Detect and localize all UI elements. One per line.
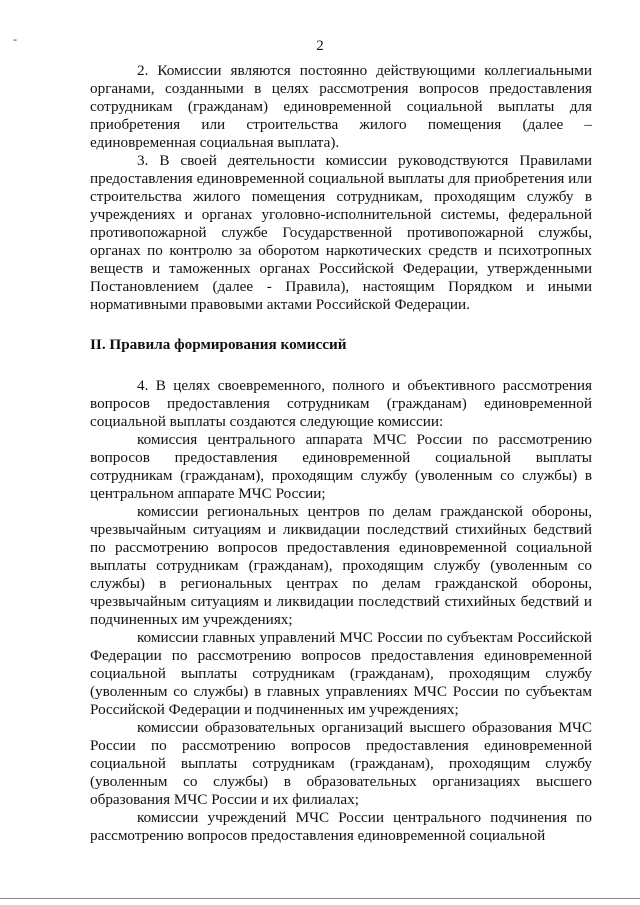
page-number: 2 xyxy=(316,38,324,54)
paragraph-3: 3. В своей деятельности комиссии руководствуются Правилами предоставления единовременной социальной выплаты для приобретения или строительства жилого помещения сотрудникам, проходящим службу в учреждениях и органах уголовно-исполнительной системы, федеральной противопожарной службе Государственной противопожарной службы, органах по контролю за оборотом наркотических средств и психотропных веществ и таможенных органах Российской Федерации, утвержденными Постановлением (далее - Правила), настоящим Порядком и иными нормативными правовыми актами Российской Федерации. xyxy=(90,152,592,313)
section-heading: II. Правила формирования комиссий xyxy=(90,336,347,353)
commission-central-institutions: комиссии учреждений МЧС России центрального подчинения по рассмотрению вопросов предоставления единовременной социальной xyxy=(90,809,592,844)
scan-edge-line xyxy=(0,898,640,899)
commission-regional-centers: комиссии региональных центров по делам гражданской обороны, чрезвычайным ситуациям и ликвидации последствий стихийных бедствий по рассмотрению вопросов предоставления единовременной социальной выплаты сотрудникам (гражданам), проходящим службу (уволенным со службы) в региональных центрах по делам гражданской обороны, чрезвычайным ситуациям и ликвидации последствий стихийных бедствий и подчиненных им учреждениях; xyxy=(90,503,592,628)
document-body xyxy=(90,62,592,845)
paragraph-4: 4. В целях своевременного, полного и объективного рассмотрения вопросов предоставления сотрудникам (гражданам) единовременной социальной выплаты создаются следующие комиссии: xyxy=(90,377,592,430)
commission-educational-organizations: комиссии образовательных организаций высшего образования МЧС России по рассмотрению вопросов предоставления единовременной социальной выплаты сотрудникам (гражданам), проходящим службу (уволенным со службы) в образовательных организациях высшего образования МЧС России и их филиалах; xyxy=(90,719,592,808)
commission-central-apparatus: комиссия центрального аппарата МЧС России по рассмотрению вопросов предоставления единовременной социальной выплаты сотрудникам (гражданам), проходящим службу (уволенным со службы) в центральном аппарате МЧС России; xyxy=(90,431,592,502)
corner-mark: - xyxy=(13,32,17,46)
commission-main-departments: комиссии главных управлений МЧС России по субъектам Российской Федерации по рассмотрению вопросов предоставления единовременной социальной выплаты сотрудникам (гражданам), проходящим службу (уволенным со службы) в главных управлениях МЧС России по субъектам Российской Федерации и подчиненных им учреждениях; xyxy=(90,629,592,718)
paragraph-2: 2. Комиссии являются постоянно действующими коллегиальными органами, созданными в целях рассмотрения вопросов предоставления сотрудникам (гражданам) единовременной социальной выплаты для приобретения или строительства жилого помещения (далее – единовременная социальная выплата). xyxy=(90,62,592,151)
